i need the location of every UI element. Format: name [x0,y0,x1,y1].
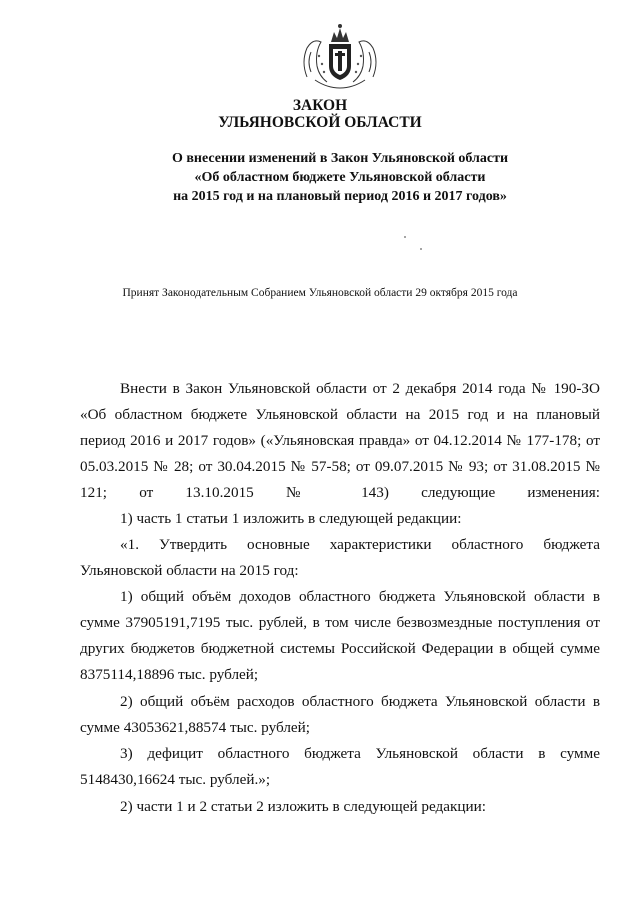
scan-speck [420,248,422,250]
body-paragraph-revenues: 1) общий объём доходов областного бюджета Ульяновской области в сумме 37905191,7195 тыс. рублей, в том числе безвозмездные поступления от других бюджетов бюджетной системы Российской Федерации в общей сумме 8375114,18896 тыс. рублей; [80,588,600,683]
body-paragraph-expenditures: 2) общий объём расходов областного бюджета Ульяновской области в сумме 43053621,88574 тыс. рублей; [80,693,600,736]
body-paragraph-item-1: 1) часть 1 статьи 1 изложить в следующей редакции: [120,510,462,527]
coat-of-arms-emblem [297,22,383,92]
scan-speck [404,236,406,238]
body-paragraph-amendment-intro: Внести в Закон Ульяновской области от 2 декабря 2014 года № 190-ЗО «Об областном бюджете Ульяновской области на 2015 год и на плановый период 2016 и 2017 годов» («Ульяновская правда» от 04.12.2014 № 177-178; от 05.03.2015 № 28; от 30.04.2015 № 57-58; от 09.07.2015 № 93; от 31.08.2015 № 121; от 13.10.2015 № 143) следующие изменения: [80,380,600,501]
body-paragraph-deficit: 3) дефицит областного бюджета Ульяновской области в сумме 5148430,16624 тыс. рублей.»; [80,745,600,788]
law-subtitle-line-2: «Об областном бюджете Ульяновской области [194,170,486,185]
body-paragraph-item-2: 2) части 1 и 2 статьи 2 изложить в следующей редакции: [120,798,486,815]
adoption-note: Принят Законодательным Собранием Ульяновской области 29 октября 2015 года [122,287,518,299]
law-subtitle-line-1: О внесении изменений в Закон Ульяновской области [171,151,509,166]
law-subtitle-line-3: на 2015 год и на плановый период 2016 и 2017 годов» [173,189,507,204]
body-paragraph-budget-characteristics: «1. Утвердить основные характеристики областного бюджета Ульяновской области на 2015 год: [80,536,600,579]
law-title: ЗАКОН [292,97,348,114]
region-title: УЛЬЯНОВСКОЙ ОБЛАСТИ [218,114,422,131]
